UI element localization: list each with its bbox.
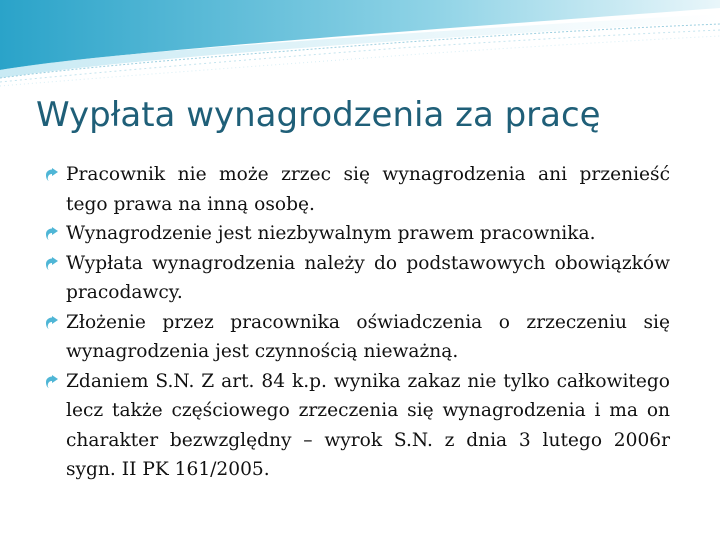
slide-title: Wypłata wynagrodzenia za pracę [36, 95, 601, 135]
bullet-text: Wynagrodzenie jest niezbywalnym prawem pracownika. [66, 223, 596, 244]
bullet-arrow-icon [44, 257, 60, 271]
bullet-arrow-icon [44, 375, 60, 389]
bullet-text: Złożenie przez pracownika oświadczenia o zrzeczeniu się wynagrodzenia jest czynnością nieważną. [66, 311, 670, 362]
bullet-item [44, 160, 670, 219]
bullet-arrow-icon [44, 227, 60, 241]
bullet-text: Wypłata wynagrodzenia należy do podstawowych obowiązków pracodawcy. [66, 252, 670, 303]
bullet-item [44, 367, 670, 485]
bullet-list [44, 160, 670, 485]
header-wave-decoration [0, 0, 720, 90]
bullet-item [44, 249, 670, 308]
bullet-text: Zdaniem S.N. Z art. 84 k.p. wynika zakaz nie tylko całkowitego lecz także częściowego zrzeczenia się wynagrodzenia i ma on charakter bezwzględny – wyrok S.N. z dnia 3 lutego 2006r sygn. II PK 161/2005. [66, 370, 670, 480]
bullet-item [44, 219, 670, 249]
bullet-item [44, 308, 670, 367]
bullet-arrow-icon [44, 168, 60, 182]
bullet-text: Pracownik nie może zrzec się wynagrodzenia ani przenieść tego prawa na inną osobę. [66, 164, 670, 215]
bullet-arrow-icon [44, 316, 60, 330]
